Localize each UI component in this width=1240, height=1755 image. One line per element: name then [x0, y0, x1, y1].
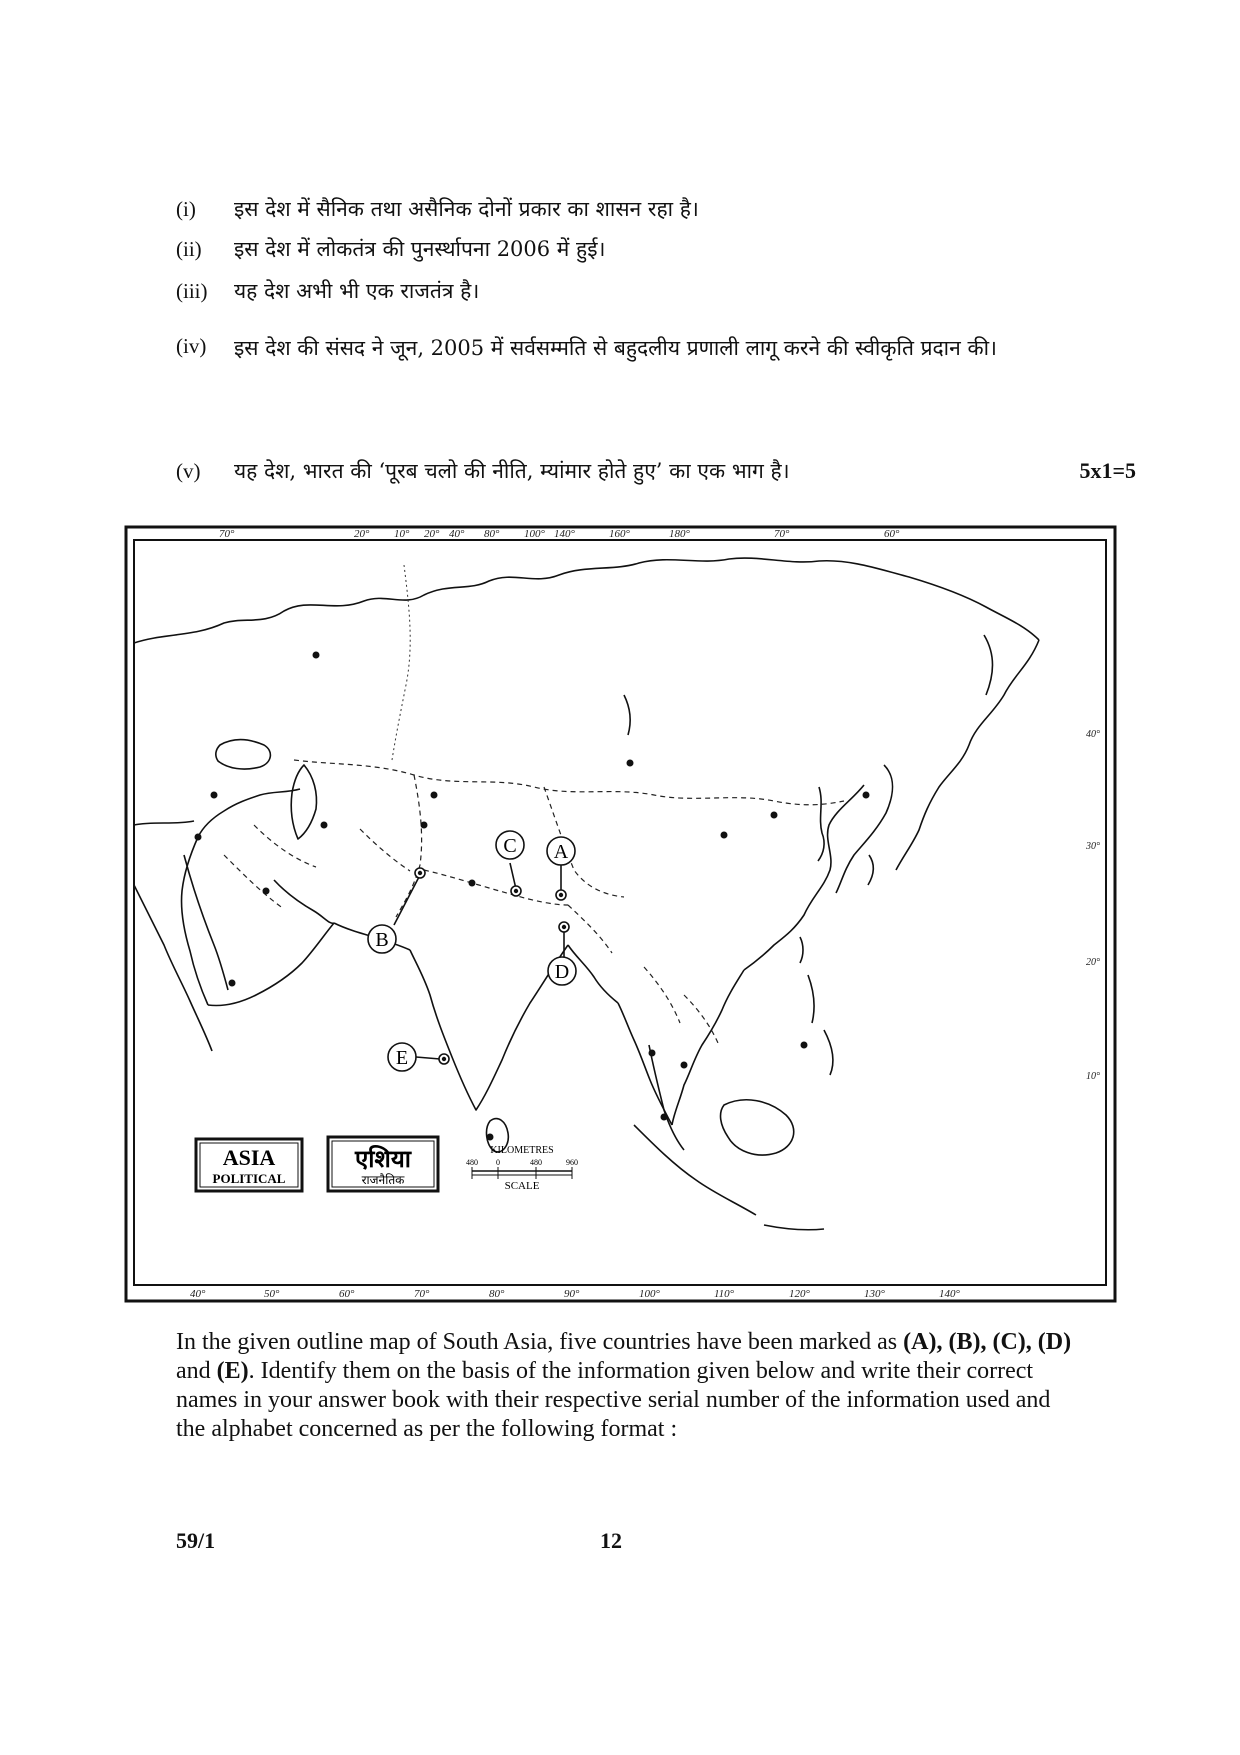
marker-label: B: [375, 929, 389, 951]
degree-label: 70°: [774, 528, 790, 540]
marker-a: [547, 837, 575, 900]
degree-label: 70°: [414, 1288, 430, 1300]
scale-title: KILOMETRES: [490, 1145, 554, 1156]
capital-dot: [863, 792, 870, 799]
marker-e: [388, 1043, 449, 1071]
capital-dot: [771, 812, 778, 819]
capital-dots: [195, 652, 870, 1141]
russia-border: [392, 565, 410, 760]
marker-label: C: [503, 835, 517, 857]
capital-dot: [721, 832, 728, 839]
scale-tick: 480: [530, 1158, 542, 1167]
caption-and: and: [176, 1358, 217, 1384]
question-number: (i): [176, 197, 196, 221]
capital-dot: [801, 1042, 808, 1049]
degree-label: 120°: [789, 1288, 810, 1300]
question-number: (iv): [176, 334, 207, 358]
map-title-hindi: [328, 1137, 438, 1191]
question-text: यह देश अभी भी एक राजतंत्र है।: [234, 279, 480, 303]
degree-label: 100°: [524, 528, 545, 540]
capital-dot: [313, 652, 320, 659]
capital-dot: [681, 1062, 688, 1069]
degree-label: 40°: [1086, 729, 1100, 740]
paper-code: 59/1: [176, 1528, 216, 1553]
degree-label: 80°: [489, 1288, 505, 1300]
map-subtitle-hi: राजनैतिक: [361, 1173, 405, 1187]
capital-dot: [627, 760, 634, 767]
scale-tick: 480: [466, 1158, 478, 1167]
question-text: यह देश, भारत की ‘पूरब चलो की नीति, म्यांमार होते हुए’ का एक भाग है।: [234, 459, 790, 483]
degree-label: 80°: [484, 528, 500, 540]
question-text: इस देश में लोकतंत्र की पुनर्स्थापना 2006 में हुई।: [234, 237, 606, 261]
capital-dot: [321, 822, 328, 829]
caption-marks: (A), (B), (C), (D): [903, 1329, 1072, 1355]
degree-label: 50°: [264, 1288, 280, 1300]
question-number: (ii): [176, 237, 202, 261]
degree-label: 10°: [394, 528, 410, 540]
capital-dot: [431, 792, 438, 799]
marker-label: E: [395, 1047, 409, 1069]
capital-dot: [487, 1134, 494, 1141]
degree-label: 30°: [1086, 841, 1100, 852]
degree-label: 160°: [609, 528, 630, 540]
asia-political-map: [124, 525, 1117, 1303]
map-title: ASIA: [222, 1145, 276, 1170]
capital-dot: [263, 888, 270, 895]
degree-label: 20°: [424, 528, 440, 540]
marker-c: [496, 831, 524, 896]
page-number: 12: [600, 1528, 622, 1553]
map-title-english: [196, 1139, 302, 1191]
capital-dot: [421, 822, 428, 829]
question-number: (iii): [176, 279, 208, 303]
land-outline: [134, 558, 1039, 1230]
map-instructions: [176, 1328, 1076, 1444]
marks-label: 5x1=5: [1079, 458, 1136, 483]
scale-bar: [466, 1145, 578, 1192]
degree-label: 40°: [190, 1288, 206, 1300]
degree-label: 10°: [1086, 1071, 1100, 1082]
question-text: इस देश में सैनिक तथा असैनिक दोनों प्रकार का शासन रहा है।: [234, 197, 699, 221]
degree-label: 70°: [219, 528, 235, 540]
marker-label: D: [554, 961, 570, 983]
degree-label: 140°: [554, 528, 575, 540]
degree-label: 100°: [639, 1288, 660, 1300]
top-degree-labels: [219, 528, 900, 540]
caption-text: In the given outline map of South Asia, five countries have been marked as: [176, 1329, 904, 1355]
degree-label: 20°: [1086, 957, 1100, 968]
capital-dot: [649, 1050, 656, 1057]
scale-label: SCALE: [504, 1180, 540, 1192]
scale-tick: 960: [566, 1158, 578, 1167]
degree-label: 40°: [449, 528, 465, 540]
capital-dot: [469, 880, 476, 887]
capital-dot: [195, 834, 202, 841]
bottom-degree-labels: [190, 1288, 961, 1300]
map-title-hi: एशिया: [355, 1145, 411, 1173]
side-degree-labels: [1085, 729, 1100, 1082]
degree-label: 140°: [939, 1288, 960, 1300]
capital-dot: [661, 1114, 668, 1121]
capital-dot: [211, 792, 218, 799]
degree-label: 110°: [714, 1288, 735, 1300]
scale-tick: 0: [496, 1158, 500, 1167]
question-number: (v): [176, 459, 201, 483]
map-subtitle: POLITICAL: [212, 1171, 286, 1186]
degree-label: 20°: [354, 528, 370, 540]
question-text: इस देश की संसद ने जून, 2005 में सर्वसम्मति से बहुदलीय प्रणाली लागू करने की स्वीकृति प्रदान की।: [234, 336, 997, 360]
caption-mark-e: (E): [216, 1358, 249, 1384]
marker-b: [368, 868, 425, 953]
degree-label: 60°: [884, 528, 900, 540]
degree-label: 60°: [339, 1288, 355, 1300]
degree-label: 90°: [564, 1288, 580, 1300]
capital-dot: [229, 980, 236, 987]
marker-label: A: [553, 841, 569, 863]
caption-text-rest: . Identify them on the basis of the information given below and write their correct names in your answer book with their respective serial number of the information used and the alphabet concerned as per the following format :: [176, 1358, 1051, 1442]
degree-label: 180°: [669, 528, 690, 540]
degree-label: 130°: [864, 1288, 885, 1300]
